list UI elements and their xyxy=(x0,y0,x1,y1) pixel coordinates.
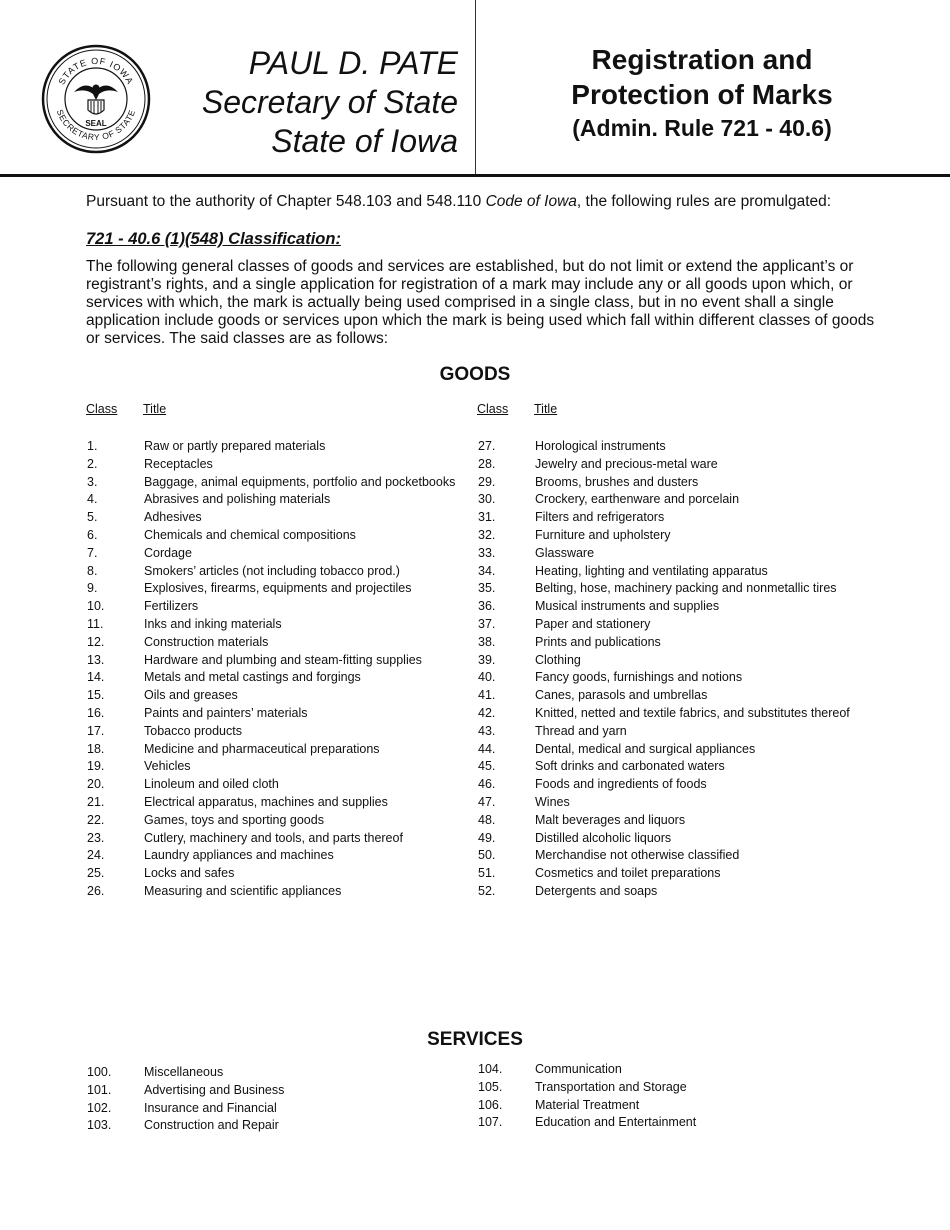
class-title: Construction and Repair xyxy=(144,1118,279,1133)
class-number: 28. xyxy=(478,456,496,471)
class-number: 32. xyxy=(478,527,496,542)
code-of-iowa: Code of Iowa xyxy=(485,193,577,210)
class-title: Inks and inking materials xyxy=(144,616,282,631)
class-number: 13. xyxy=(87,652,105,667)
class-title: Crockery, earthenware and porcelain xyxy=(535,492,740,507)
state-seal-icon xyxy=(41,44,151,154)
class-title: Medicine and pharmaceutical preparations xyxy=(144,741,380,756)
class-number: 52. xyxy=(478,883,496,898)
class-title: Adhesives xyxy=(144,510,202,525)
rule-heading: 721 - 40.6 (1)(548) Classification: xyxy=(86,230,341,248)
class-title: Metals and metal castings and forgings xyxy=(144,670,361,685)
class-number: 106. xyxy=(478,1097,503,1112)
class-number: 27. xyxy=(478,439,496,453)
class-number: 11. xyxy=(87,616,104,631)
class-number: 45. xyxy=(478,759,496,774)
class-title: Prints and publications xyxy=(535,634,661,649)
class-number: 43. xyxy=(478,723,496,738)
official-state: State of Iowa xyxy=(271,123,458,159)
class-number: 46. xyxy=(478,777,496,792)
class-title: Smokers’ articles (not including tobacco prod.) xyxy=(144,563,400,578)
class-number: 31. xyxy=(478,510,496,525)
class-title: Belting, hose, machinery packing and nonmetallic tires xyxy=(535,581,837,596)
class-title: Soft drinks and carbonated waters xyxy=(535,759,725,774)
document-title xyxy=(476,42,928,144)
class-title: Fertilizers xyxy=(144,599,199,614)
class-number: 1. xyxy=(87,439,98,453)
class-number: 2. xyxy=(87,456,98,471)
class-title: Thread and yarn xyxy=(535,723,627,738)
class-title: Linoleum and oiled cloth xyxy=(144,777,279,792)
class-number: 19. xyxy=(87,759,105,774)
class-title: Locks and safes xyxy=(144,866,235,881)
authority-text-after: , the following rules are promulgated: xyxy=(576,193,832,210)
class-number: 101. xyxy=(87,1082,112,1097)
class-title: Fancy goods, furnishings and notions xyxy=(535,670,743,685)
class-number: 47. xyxy=(478,794,496,809)
class-title: Foods and ingredients of foods xyxy=(535,777,707,792)
class-title: Miscellaneous xyxy=(144,1065,224,1079)
rule-body: The following general classes of goods and services are established, but do not limit or extend the applicant’s or registrant’s rights, and a single application for registration of a mark may include any or all goods upon which, or services with which, the mark is actually being used comprised in a single class, but in no event shall a single application include goods or services upon which the mark is being used which fall within different classes of goods or services. The said classes are as follows: xyxy=(86,258,875,347)
goods-title: GOODS xyxy=(439,364,511,385)
class-number: 48. xyxy=(478,812,496,827)
class-title: Canes, parasols and umbrellas xyxy=(535,688,708,703)
class-number: 5. xyxy=(87,510,98,525)
class-title: Tobacco products xyxy=(144,723,242,738)
class-number: 38. xyxy=(478,634,496,649)
class-title: Construction materials xyxy=(144,634,269,649)
class-title: Hardware and plumbing and steam-fitting supplies xyxy=(144,652,422,667)
goods-right-title-header: Title xyxy=(534,402,558,416)
class-number: 102. xyxy=(87,1100,112,1115)
official-block xyxy=(180,44,458,161)
class-title: Brooms, brushes and dusters xyxy=(535,474,699,489)
class-number: 49. xyxy=(478,830,496,845)
class-title: Insurance and Financial xyxy=(144,1100,277,1115)
class-number: 24. xyxy=(87,848,105,863)
title-line-3: (Admin. Rule 721 - 40.6) xyxy=(572,115,832,141)
header-rule xyxy=(0,174,950,177)
goods-left-class-header: Class xyxy=(86,402,118,416)
class-number: 37. xyxy=(478,616,496,631)
class-title: Chemicals and chemical compositions xyxy=(144,527,356,542)
class-title: Jewelry and precious-metal ware xyxy=(535,456,718,471)
document-header xyxy=(0,0,950,176)
class-number: 15. xyxy=(87,688,105,703)
class-number: 22. xyxy=(87,812,105,827)
authority-text-before: Pursuant to the authority of Chapter 548.103 and 548.110 xyxy=(86,193,486,210)
class-number: 16. xyxy=(87,705,105,720)
class-title: Cutlery, machinery and tools, and parts thereof xyxy=(144,830,403,845)
class-number: 26. xyxy=(87,883,105,898)
class-title: Malt beverages and liquors xyxy=(535,812,686,827)
goods-right-class-header: Class xyxy=(477,402,509,416)
class-title: Distilled alcoholic liquors xyxy=(535,830,672,845)
class-title: Musical instruments and supplies xyxy=(535,599,720,614)
class-title: Horological instruments xyxy=(535,439,666,453)
services-title: SERVICES xyxy=(427,1029,523,1050)
class-number: 35. xyxy=(478,581,496,596)
class-title: Receptacles xyxy=(144,456,213,471)
class-number: 8. xyxy=(87,563,98,578)
class-title: Communication xyxy=(535,1062,622,1076)
class-title: Filters and refrigerators xyxy=(535,510,665,525)
class-number: 36. xyxy=(478,599,496,614)
class-title: Knitted, netted and textile fabrics, and substitutes thereof xyxy=(535,705,850,720)
class-title: Games, toys and sporting goods xyxy=(144,812,324,827)
class-title: Merchandise not otherwise classified xyxy=(535,848,740,863)
class-title: Heating, lighting and ventilating apparatus xyxy=(535,563,768,578)
class-title: Education and Entertainment xyxy=(535,1115,697,1130)
class-number: 103. xyxy=(87,1118,112,1133)
class-title: Furniture and upholstery xyxy=(535,527,671,542)
svg-text:SEAL: SEAL xyxy=(85,119,107,128)
title-line-1: Registration and xyxy=(591,44,813,75)
class-title: Advertising and Business xyxy=(144,1082,285,1097)
class-number: 39. xyxy=(478,652,496,667)
class-title: Paints and painters’ materials xyxy=(144,705,308,720)
class-number: 6. xyxy=(87,527,98,542)
class-number: 33. xyxy=(478,545,496,560)
class-title: Glassware xyxy=(535,545,595,560)
class-number: 7. xyxy=(87,545,98,560)
class-number: 18. xyxy=(87,741,105,756)
class-number: 4. xyxy=(87,492,98,507)
class-number: 3. xyxy=(87,474,98,489)
class-title: Raw or partly prepared materials xyxy=(144,439,326,453)
official-name: PAUL D. PATE xyxy=(248,45,458,81)
class-number: 107. xyxy=(478,1115,503,1130)
class-number: 29. xyxy=(478,474,496,489)
official-title: Secretary of State xyxy=(201,84,458,120)
class-number: 17. xyxy=(87,723,105,738)
class-number: 9. xyxy=(87,581,98,596)
class-number: 21. xyxy=(87,794,105,809)
class-number: 25. xyxy=(87,866,105,881)
goods-left-title-header: Title xyxy=(143,402,167,416)
class-title: Electrical apparatus, machines and supplies xyxy=(144,794,388,809)
class-title: Baggage, animal equipments, portfolio and pocketbooks xyxy=(144,474,456,489)
class-number: 42. xyxy=(478,705,496,720)
class-title: Clothing xyxy=(535,652,581,667)
class-title: Paper and stationery xyxy=(535,616,651,631)
class-number: 50. xyxy=(478,848,496,863)
class-title: Explosives, firearms, equipments and projectiles xyxy=(144,581,412,596)
class-number: 44. xyxy=(478,741,496,756)
svg-text:STATE OF IOWA: STATE OF IOWA xyxy=(56,55,136,87)
class-title: Transportation and Storage xyxy=(535,1079,687,1094)
class-title: Cosmetics and toilet preparations xyxy=(535,866,721,881)
class-title: Material Treatment xyxy=(535,1097,640,1112)
class-number: 41. xyxy=(478,688,496,703)
authority-statement xyxy=(86,193,831,211)
class-title: Wines xyxy=(535,794,570,809)
class-title: Laundry appliances and machines xyxy=(144,848,334,863)
class-number: 10. xyxy=(87,599,105,614)
class-number: 104. xyxy=(478,1062,503,1076)
class-number: 23. xyxy=(87,830,105,845)
class-number: 14. xyxy=(87,670,105,685)
class-number: 51. xyxy=(478,866,496,881)
class-number: 34. xyxy=(478,563,496,578)
class-number: 12. xyxy=(87,634,105,649)
class-number: 105. xyxy=(478,1079,503,1094)
class-title: Abrasives and polishing materials xyxy=(144,492,331,507)
class-number: 100. xyxy=(87,1065,112,1079)
class-title: Dental, medical and surgical appliances xyxy=(535,741,756,756)
class-title: Oils and greases xyxy=(144,688,238,703)
class-number: 20. xyxy=(87,777,105,792)
class-title: Vehicles xyxy=(144,759,191,774)
title-line-2: Protection of Marks xyxy=(571,79,833,110)
class-title: Cordage xyxy=(144,545,192,560)
class-number: 30. xyxy=(478,492,496,507)
class-number: 40. xyxy=(478,670,496,685)
svg-text:SECRETARY OF STATE: SECRETARY OF STATE xyxy=(54,107,138,143)
class-title: Detergents and soaps xyxy=(535,883,658,898)
class-title: Measuring and scientific appliances xyxy=(144,883,342,898)
